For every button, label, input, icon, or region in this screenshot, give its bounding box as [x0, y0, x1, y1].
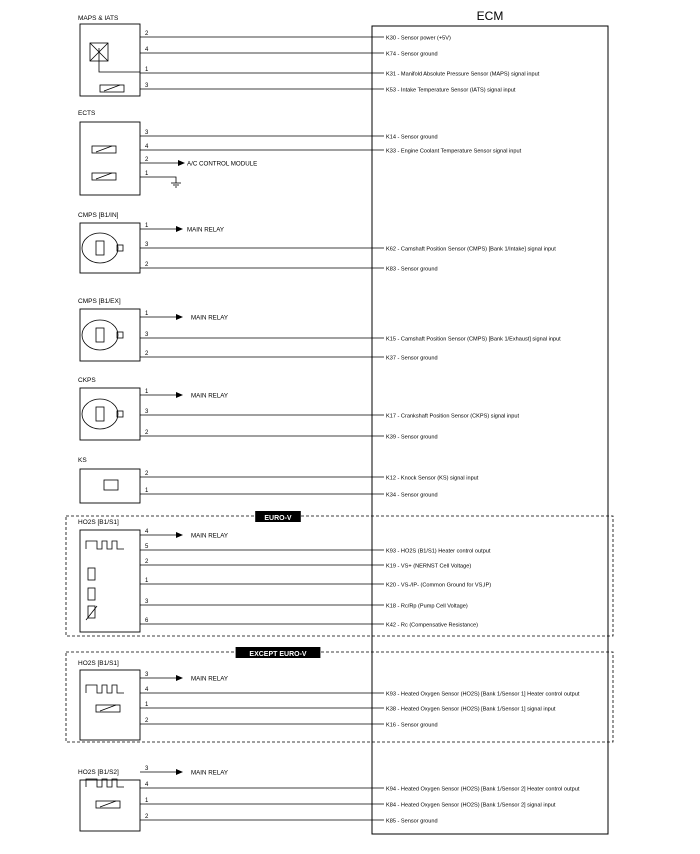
pin-number: 2 [145, 262, 149, 268]
connector-box [80, 469, 140, 503]
ecm-terminal-label: K84 - Heated Oxygen Sensor (HO2S) [Bank 1/Sensor 2] signal input [386, 802, 556, 809]
ecm-terminal-label: K19 - VS+ (NERNST Cell Voltage) [386, 563, 472, 570]
destination-label: A/C CONTROL MODULE [187, 160, 258, 168]
ecm-terminal-label: K16 - Sensor ground [386, 722, 438, 729]
pickup-sensor-symbol [82, 233, 123, 263]
sensor-section-ects [78, 110, 522, 195]
destination-label: MAIN RELAY [191, 675, 229, 683]
sensor-section-ks [78, 457, 479, 503]
pin-number: 2 [145, 718, 149, 724]
connector-box [80, 223, 140, 273]
sensor-label: HO2S [B1/S1] [78, 519, 119, 526]
pin-number: 2 [145, 351, 149, 357]
pin-number: 1 [145, 488, 149, 494]
sensor-label: HO2S [B1/S2] [78, 769, 119, 776]
sensor-section-ho2s-b1s2 [78, 766, 580, 831]
pin-number: 2 [145, 559, 149, 565]
heater-element-symbol [86, 541, 124, 549]
ecm-terminal-label: K94 - Heated Oxygen Sensor (HO2S) [Bank 1/Sensor 2] Heater control output [386, 786, 580, 793]
pin-number: 6 [145, 618, 149, 624]
ecm-title: ECM [476, 9, 504, 23]
pin-number: 2 [145, 430, 149, 436]
wire [140, 177, 176, 183]
ecm-terminal-label: K20 - VS-/IP- (Common Ground for VS,IP) [386, 582, 492, 589]
sensor-section-ho2s-b1s1-euro5 [78, 519, 491, 632]
sensor-label: ECTS [78, 110, 96, 117]
ecm-terminal-label: K39 - Sensor ground [386, 434, 438, 441]
ecm-terminal-label: K83 - Sensor ground [386, 266, 438, 273]
connector-box [80, 388, 140, 440]
arrow-icon [178, 160, 185, 166]
pin-number: 1 [145, 171, 149, 177]
sensor-label: HO2S [B1/S1] [78, 660, 119, 667]
ecm-terminal-label: K30 - Sensor power (+5V) [386, 35, 451, 42]
ecm-terminal-label: K85 - Sensor ground [386, 818, 438, 825]
sensor-label: CKPS [78, 377, 96, 384]
pin-number: 1 [145, 311, 149, 317]
ecm-terminal-label: K34 - Sensor ground [386, 492, 438, 499]
destination-label: MAIN RELAY [191, 532, 229, 540]
arrow-icon [176, 675, 183, 681]
ecm-terminal-label: K12 - Knock Sensor (KS) signal input [386, 475, 479, 482]
sensor-section-cmps-b1-in [78, 212, 556, 273]
pickup-sensor-symbol [82, 399, 123, 429]
ecm-terminal-label: K37 - Sensor ground [386, 355, 438, 362]
pin-number: 1 [145, 702, 149, 708]
pin-number: 4 [145, 529, 149, 535]
pin-number: 5 [145, 544, 149, 550]
sensor-section-cmps-b1-ex [78, 298, 561, 362]
pin-number: 1 [145, 389, 149, 395]
sensor-label: KS [78, 457, 87, 464]
pin-number: 1 [145, 223, 149, 229]
pin-number: 3 [145, 672, 149, 678]
variant-label: EURO-V [264, 515, 292, 522]
sensor-section-maps-iats [78, 15, 540, 96]
pin-number: 2 [145, 31, 149, 37]
ecm-terminal-label: K38 - Heated Oxygen Sensor (HO2S) [Bank 1/Sensor 1] signal input [386, 706, 556, 713]
cell-symbol [88, 568, 95, 580]
resistor-symbol [100, 85, 124, 92]
pin-number: 2 [145, 814, 149, 820]
arrow-icon [176, 314, 183, 320]
ecm-terminal-label: K42 - Rc (Compensative Resistance) [386, 622, 479, 629]
ecm-terminal-label: K93 - Heated Oxygen Sensor (HO2S) [Bank 1/Sensor 1] Heater control output [386, 691, 580, 698]
arrow-icon [176, 392, 183, 398]
sensor-label: CMPS [B1/IN] [78, 212, 119, 219]
ecm-terminal-label: K74 - Sensor ground [386, 51, 438, 58]
destination-label: MAIN RELAY [191, 769, 229, 777]
pin-number: 4 [145, 687, 149, 693]
pin-number: 3 [145, 599, 149, 605]
pin-number: 3 [145, 766, 149, 772]
resistor-symbol [92, 173, 116, 180]
pin-number: 4 [145, 47, 149, 53]
arrow-icon [176, 226, 183, 232]
connector-box [80, 309, 140, 361]
ecm-terminal-label: K62 - Camshaft Position Sensor (CMPS) [Bank 1/Intake] signal input [386, 246, 556, 253]
pin-number: 3 [145, 83, 149, 89]
sensor-label: CMPS [B1/EX] [78, 298, 121, 305]
pin-number: 1 [145, 578, 149, 584]
sensor-section-ckps [78, 377, 520, 441]
ecm-terminal-label: K93 - HO2S (B1/S1) Heater control output [386, 548, 491, 555]
arrow-icon [176, 532, 183, 538]
pickup-sensor-symbol [82, 320, 123, 350]
pin-number: 1 [145, 67, 149, 73]
knock-sensor-symbol [104, 480, 118, 490]
pin-number: 3 [145, 130, 149, 136]
ecm-terminal-label: K17 - Crankshaft Position Sensor (CKPS) signal input [386, 413, 520, 420]
pin-number: 3 [145, 409, 149, 415]
resistor-symbol [92, 146, 116, 153]
pin-number: 3 [145, 332, 149, 338]
heater-element-symbol [86, 685, 124, 693]
ecm-terminal-label: K53 - Intake Temperature Sensor (IATS) signal input [386, 87, 516, 94]
pin-number: 2 [145, 157, 149, 163]
resistor-symbol [96, 801, 120, 808]
sensor-section-ho2s-b1s1-except [78, 660, 580, 740]
ecm-terminal-label: K31 - Manifold Absolute Pressure Sensor (MAPS) signal input [386, 71, 540, 78]
destination-label: MAIN RELAY [187, 226, 225, 234]
ecm-terminal-label: K14 - Sensor ground [386, 134, 438, 141]
pin-number: 1 [145, 798, 149, 804]
connector-box [80, 780, 140, 831]
ecm-box [372, 26, 608, 834]
pin-number: 4 [145, 782, 149, 788]
resistor-symbol [96, 705, 120, 712]
ecm-terminal-label: K15 - Camshaft Position Sensor (CMPS) [Bank 1/Exhaust] signal input [386, 336, 561, 343]
variant-label: EXCEPT EURO-V [249, 651, 307, 658]
ecm-terminal-label: K33 - Engine Coolant Temperature Sensor signal input [386, 148, 522, 155]
map-sensor-symbol [90, 43, 140, 72]
sensor-label: MAPS & IATS [78, 15, 119, 22]
pin-number: 3 [145, 242, 149, 248]
pin-number: 2 [145, 471, 149, 477]
destination-label: MAIN RELAY [191, 314, 229, 322]
pin-number: 4 [145, 144, 149, 150]
ecm-terminal-label: K18 - Rc/Rp (Pump Cell Voltage) [386, 603, 468, 610]
connector-box [80, 122, 140, 195]
cell-symbol [88, 588, 95, 600]
arrow-icon [176, 769, 183, 775]
destination-label: MAIN RELAY [191, 392, 229, 400]
